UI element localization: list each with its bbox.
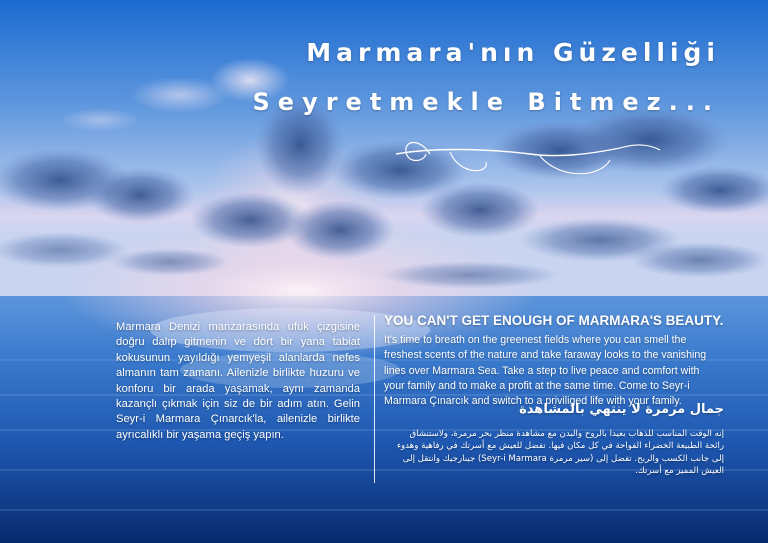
arabic-paragraph: إنه الوقت المناسب للذهاب بعيدا بالروح والبدن مع مشاهدة منظر بحر مرمرة، ولاستنشاق رائحة الطبيعة الخضراء الفواحة في كل مكان فيها. تفضل للعيش مع أسرتك في رفاهية وهدوء إلى جانب الكسب والربح. تفضل إلى (سير مرمرة Seyr-i Marmara) جينارجيك وانتقل إلى العيش المميز مع أسرتك.: [396, 429, 724, 477]
flourish-ornament-icon: [390, 118, 690, 188]
turkish-paragraph: Marmara Denizi manzarasında ufuk çizgisine doğru dalıp gitmenin ve dört bir yana tabiat kokusunun yayıldığı yemyeşil alanlarda nefes almanın tam zamanı. Ailenizle birlikte huzuru ve konforu bir arada yaşamak, aynı zamanda kazançlı çıkmak için siz de bir adım atın. Gelin Seyr-i Marmara Çınarcık'la, ailenizle birlikte ayrıcalıklı bir yaşama geçiş yapın.: [116, 321, 360, 441]
column-divider: [374, 315, 375, 483]
headline-line-2: Seyretmekle Bitmez...: [252, 88, 720, 116]
arabic-heading: جمال مرمرة لا ينتهي بالمشاهدة: [519, 402, 724, 417]
english-paragraph: It's time to breath on the greenest fields where you can smell the freshest scents of the nature and take faraway looks to the vanishing lines over Marmara Sea. Take a step to live peace and comfort with your family and to make a profit at the same time. Come to Seyr-i Marmara Çınarcık and switch to a priviliged life with your family.: [384, 334, 707, 408]
headline-line-1: Marmara'nın Güzelliği: [306, 38, 720, 67]
english-heading: YOU CAN'T GET ENOUGH OF MARMARA'S BEAUTY.: [384, 313, 724, 328]
